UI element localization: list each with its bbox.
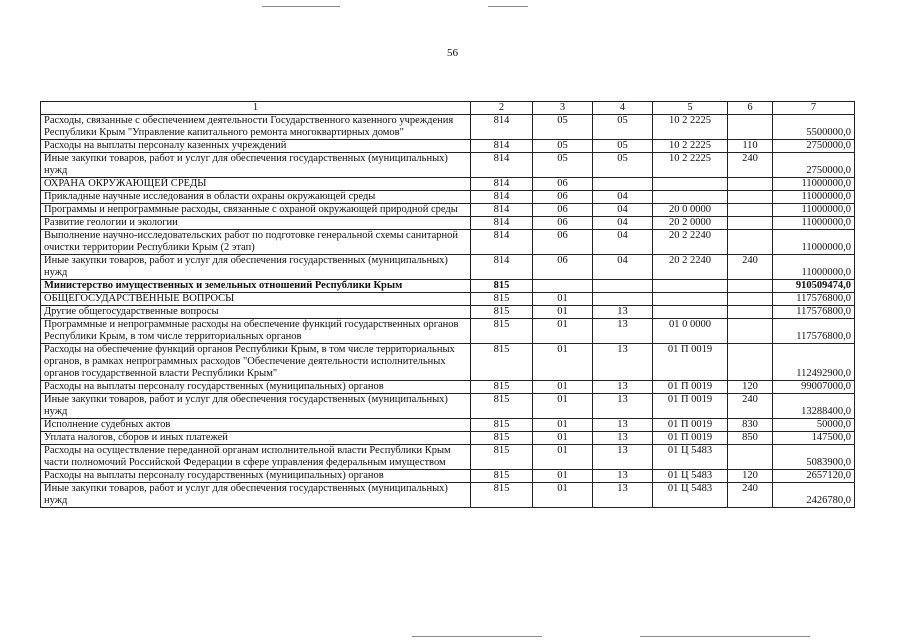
row-csr-cell: 20 0 0000 xyxy=(653,204,728,217)
row-podrazdel-cell: 05 xyxy=(593,140,653,153)
row-vedomstvo-cell: 815 xyxy=(471,344,533,381)
row-razdel-cell: 06 xyxy=(533,204,593,217)
row-vedomstvo-cell: 814 xyxy=(471,255,533,280)
row-csr-cell: 10 2 2225 xyxy=(653,115,728,140)
row-podrazdel-cell xyxy=(593,293,653,306)
row-razdel-cell: 01 xyxy=(533,293,593,306)
row-vr-cell xyxy=(728,306,773,319)
row-razdel-cell: 06 xyxy=(533,255,593,280)
row-name-cell: Другие общегосударственные вопросы xyxy=(41,306,471,319)
row-vr-cell: 120 xyxy=(728,381,773,394)
row-name-cell: Расходы на осуществление переданной органам исполнительной власти Республики Крым части полномочий Российской Федерации в сфере управления федеральным имуществом xyxy=(41,445,471,470)
row-amount-cell: 99007000,0 xyxy=(773,381,855,394)
row-amount-cell: 117576800,0 xyxy=(773,306,855,319)
row-csr-cell: 10 2 2225 xyxy=(653,153,728,178)
table-row xyxy=(41,191,855,204)
row-podrazdel-cell: 04 xyxy=(593,255,653,280)
row-name-cell: Исполнение судебных актов xyxy=(41,419,471,432)
row-vedomstvo-cell: 815 xyxy=(471,280,533,293)
row-vedomstvo-cell: 814 xyxy=(471,115,533,140)
table-row xyxy=(41,483,855,508)
row-csr-cell: 01 П 0019 xyxy=(653,432,728,445)
row-razdel-cell: 01 xyxy=(533,419,593,432)
scan-artifact-top-left xyxy=(262,6,340,7)
row-vr-cell xyxy=(728,230,773,255)
row-vr-cell xyxy=(728,319,773,344)
row-name-cell: Иные закупки товаров, работ и услуг для обеспечения государственных (муниципальных) нужд xyxy=(41,483,471,508)
row-vedomstvo-cell: 814 xyxy=(471,230,533,255)
row-csr-cell xyxy=(653,293,728,306)
row-amount-cell: 117576800,0 xyxy=(773,319,855,344)
row-amount-cell: 910509474,0 xyxy=(773,280,855,293)
row-name-cell: Программные и непрограммные расходы на обеспечение функций государственных органов Республики Крым, в том числе территориальных органов xyxy=(41,319,471,344)
row-name-cell: Расходы, связанные с обеспечением деятельности Государственного казенного учреждения Республики Крым "Управление капитального ремонта многоквартирных домов" xyxy=(41,115,471,140)
row-podrazdel-cell: 13 xyxy=(593,394,653,419)
row-amount-cell: 117576800,0 xyxy=(773,293,855,306)
row-name-cell: ОБЩЕГОСУДАРСТВЕННЫЕ ВОПРОСЫ xyxy=(41,293,471,306)
row-amount-cell: 5500000,0 xyxy=(773,115,855,140)
row-razdel-cell: 01 xyxy=(533,344,593,381)
row-podrazdel-cell xyxy=(593,178,653,191)
row-name-cell: Выполнение научно-исследовательских работ по подготовке генеральной схемы санитарной очистки территории Республики Крым (2 этап) xyxy=(41,230,471,255)
row-razdel-cell: 06 xyxy=(533,217,593,230)
row-vedomstvo-cell: 815 xyxy=(471,470,533,483)
row-razdel-cell xyxy=(533,280,593,293)
row-vr-cell xyxy=(728,293,773,306)
table-row xyxy=(41,319,855,344)
row-podrazdel-cell: 13 xyxy=(593,344,653,381)
table-row xyxy=(41,432,855,445)
row-razdel-cell: 06 xyxy=(533,191,593,204)
row-amount-cell: 112492900,0 xyxy=(773,344,855,381)
row-vedomstvo-cell: 815 xyxy=(471,319,533,344)
row-vr-cell xyxy=(728,344,773,381)
row-csr-cell xyxy=(653,306,728,319)
budget-table xyxy=(40,101,855,508)
row-vr-cell: 240 xyxy=(728,255,773,280)
row-amount-cell: 11000000,0 xyxy=(773,191,855,204)
row-name-cell: Развитие геологии и экологии xyxy=(41,217,471,230)
row-name-cell: Программы и непрограммные расходы, связанные с охраной окружающей природной среды xyxy=(41,204,471,217)
row-vedomstvo-cell: 815 xyxy=(471,293,533,306)
row-vedomstvo-cell: 815 xyxy=(471,394,533,419)
table-row xyxy=(41,217,855,230)
row-razdel-cell: 01 xyxy=(533,445,593,470)
row-razdel-cell: 01 xyxy=(533,470,593,483)
row-csr-cell: 01 П 0019 xyxy=(653,381,728,394)
table-row xyxy=(41,178,855,191)
row-csr-cell: 20 2 2240 xyxy=(653,255,728,280)
row-razdel-cell: 01 xyxy=(533,381,593,394)
row-podrazdel-cell: 13 xyxy=(593,470,653,483)
row-amount-cell: 50000,0 xyxy=(773,419,855,432)
row-vr-cell: 110 xyxy=(728,140,773,153)
table-row xyxy=(41,381,855,394)
row-csr-cell: 20 2 2240 xyxy=(653,230,728,255)
row-razdel-cell: 01 xyxy=(533,394,593,419)
row-amount-cell: 147500,0 xyxy=(773,432,855,445)
row-podrazdel-cell: 13 xyxy=(593,306,653,319)
row-podrazdel-cell: 04 xyxy=(593,217,653,230)
row-csr-cell: 01 Ц 5483 xyxy=(653,445,728,470)
row-podrazdel-cell: 13 xyxy=(593,319,653,344)
row-vr-cell: 240 xyxy=(728,483,773,508)
scan-artifact-bottom-left xyxy=(412,636,542,637)
row-razdel-cell: 01 xyxy=(533,483,593,508)
column-header-4: 4 xyxy=(593,102,653,115)
row-vr-cell xyxy=(728,115,773,140)
row-razdel-cell: 06 xyxy=(533,178,593,191)
row-amount-cell: 2750000,0 xyxy=(773,140,855,153)
row-name-cell: Расходы на выплаты персоналу государственных (муниципальных) органов xyxy=(41,470,471,483)
row-csr-cell: 20 2 0000 xyxy=(653,217,728,230)
row-amount-cell: 11000000,0 xyxy=(773,178,855,191)
table-row xyxy=(41,419,855,432)
row-razdel-cell: 05 xyxy=(533,140,593,153)
scan-artifact-top-right xyxy=(488,6,528,7)
row-name-cell: Министерство имущественных и земельных отношений Республики Крым xyxy=(41,280,471,293)
row-vedomstvo-cell: 814 xyxy=(471,153,533,178)
column-header-3: 3 xyxy=(533,102,593,115)
row-csr-cell: 01 0 0000 xyxy=(653,319,728,344)
row-vr-cell xyxy=(728,204,773,217)
row-vr-cell: 830 xyxy=(728,419,773,432)
row-amount-cell: 11000000,0 xyxy=(773,230,855,255)
row-vedomstvo-cell: 815 xyxy=(471,445,533,470)
row-csr-cell xyxy=(653,280,728,293)
row-razdel-cell: 05 xyxy=(533,115,593,140)
column-header-2: 2 xyxy=(471,102,533,115)
row-podrazdel-cell: 13 xyxy=(593,432,653,445)
table-row xyxy=(41,153,855,178)
row-podrazdel-cell: 13 xyxy=(593,419,653,432)
row-vr-cell xyxy=(728,445,773,470)
row-amount-cell: 2750000,0 xyxy=(773,153,855,178)
row-amount-cell: 11000000,0 xyxy=(773,204,855,217)
table-body xyxy=(41,102,855,508)
row-vedomstvo-cell: 815 xyxy=(471,419,533,432)
table-row xyxy=(41,255,855,280)
table-row xyxy=(41,140,855,153)
table-row xyxy=(41,204,855,217)
row-razdel-cell: 01 xyxy=(533,319,593,344)
row-vedomstvo-cell: 815 xyxy=(471,381,533,394)
row-name-cell: Иные закупки товаров, работ и услуг для обеспечения государственных (муниципальных) нужд xyxy=(41,153,471,178)
row-name-cell: Прикладные научные исследования в области охраны окружающей среды xyxy=(41,191,471,204)
row-vedomstvo-cell: 814 xyxy=(471,140,533,153)
row-podrazdel-cell: 13 xyxy=(593,445,653,470)
row-podrazdel-cell: 04 xyxy=(593,191,653,204)
row-vr-cell xyxy=(728,217,773,230)
row-razdel-cell: 05 xyxy=(533,153,593,178)
row-vedomstvo-cell: 814 xyxy=(471,178,533,191)
row-vr-cell: 240 xyxy=(728,394,773,419)
row-vr-cell xyxy=(728,280,773,293)
row-podrazdel-cell: 05 xyxy=(593,153,653,178)
row-amount-cell: 11000000,0 xyxy=(773,217,855,230)
table-row xyxy=(41,230,855,255)
row-vr-cell xyxy=(728,191,773,204)
row-amount-cell: 2657120,0 xyxy=(773,470,855,483)
column-header-5: 5 xyxy=(653,102,728,115)
row-razdel-cell: 01 xyxy=(533,432,593,445)
row-name-cell: Уплата налогов, сборов и иных платежей xyxy=(41,432,471,445)
row-vedomstvo-cell: 815 xyxy=(471,432,533,445)
row-vr-cell xyxy=(728,178,773,191)
row-podrazdel-cell: 05 xyxy=(593,115,653,140)
table-row xyxy=(41,394,855,419)
row-podrazdel-cell: 04 xyxy=(593,204,653,217)
table-row xyxy=(41,344,855,381)
row-name-cell: Расходы на обеспечение функций органов Республики Крым, в том числе территориальных органов, в рамках непрограммных расходов "Обеспечение деятельности исполнительных органов государственной власти Республики Крым" xyxy=(41,344,471,381)
row-vedomstvo-cell: 814 xyxy=(471,191,533,204)
row-amount-cell: 2426780,0 xyxy=(773,483,855,508)
column-header-6: 6 xyxy=(728,102,773,115)
row-amount-cell: 13288400,0 xyxy=(773,394,855,419)
row-name-cell: Расходы на выплаты персоналу казенных учреждений xyxy=(41,140,471,153)
table-row xyxy=(41,115,855,140)
table-row xyxy=(41,445,855,470)
row-amount-cell: 5083900,0 xyxy=(773,445,855,470)
row-name-cell: Иные закупки товаров, работ и услуг для обеспечения государственных (муниципальных) нужд xyxy=(41,394,471,419)
row-vr-cell: 850 xyxy=(728,432,773,445)
row-podrazdel-cell: 13 xyxy=(593,483,653,508)
table-row xyxy=(41,306,855,319)
column-header-7: 7 xyxy=(773,102,855,115)
row-vedomstvo-cell: 815 xyxy=(471,306,533,319)
row-vr-cell: 120 xyxy=(728,470,773,483)
row-podrazdel-cell xyxy=(593,280,653,293)
row-csr-cell: 01 Ц 5483 xyxy=(653,483,728,508)
row-csr-cell xyxy=(653,191,728,204)
row-name-cell: Иные закупки товаров, работ и услуг для обеспечения государственных (муниципальных) нужд xyxy=(41,255,471,280)
row-csr-cell: 01 Ц 5483 xyxy=(653,470,728,483)
row-podrazdel-cell: 04 xyxy=(593,230,653,255)
column-header-1: 1 xyxy=(41,102,471,115)
row-amount-cell: 11000000,0 xyxy=(773,255,855,280)
row-csr-cell xyxy=(653,178,728,191)
row-csr-cell: 01 П 0019 xyxy=(653,344,728,381)
row-vr-cell: 240 xyxy=(728,153,773,178)
row-vedomstvo-cell: 815 xyxy=(471,483,533,508)
table-row xyxy=(41,280,855,293)
scan-artifact-bottom-right xyxy=(640,636,810,637)
row-csr-cell: 01 П 0019 xyxy=(653,394,728,419)
table-row xyxy=(41,470,855,483)
row-razdel-cell: 01 xyxy=(533,306,593,319)
row-vedomstvo-cell: 814 xyxy=(471,217,533,230)
row-razdel-cell: 06 xyxy=(533,230,593,255)
row-name-cell: Расходы на выплаты персоналу государственных (муниципальных) органов xyxy=(41,381,471,394)
row-csr-cell: 01 П 0019 xyxy=(653,419,728,432)
table-row xyxy=(41,293,855,306)
row-vedomstvo-cell: 814 xyxy=(471,204,533,217)
page-number: 56 xyxy=(447,47,458,59)
row-name-cell: ОХРАНА ОКРУЖАЮЩЕЙ СРЕДЫ xyxy=(41,178,471,191)
row-csr-cell: 10 2 2225 xyxy=(653,140,728,153)
header-row xyxy=(41,102,855,115)
row-podrazdel-cell: 13 xyxy=(593,381,653,394)
